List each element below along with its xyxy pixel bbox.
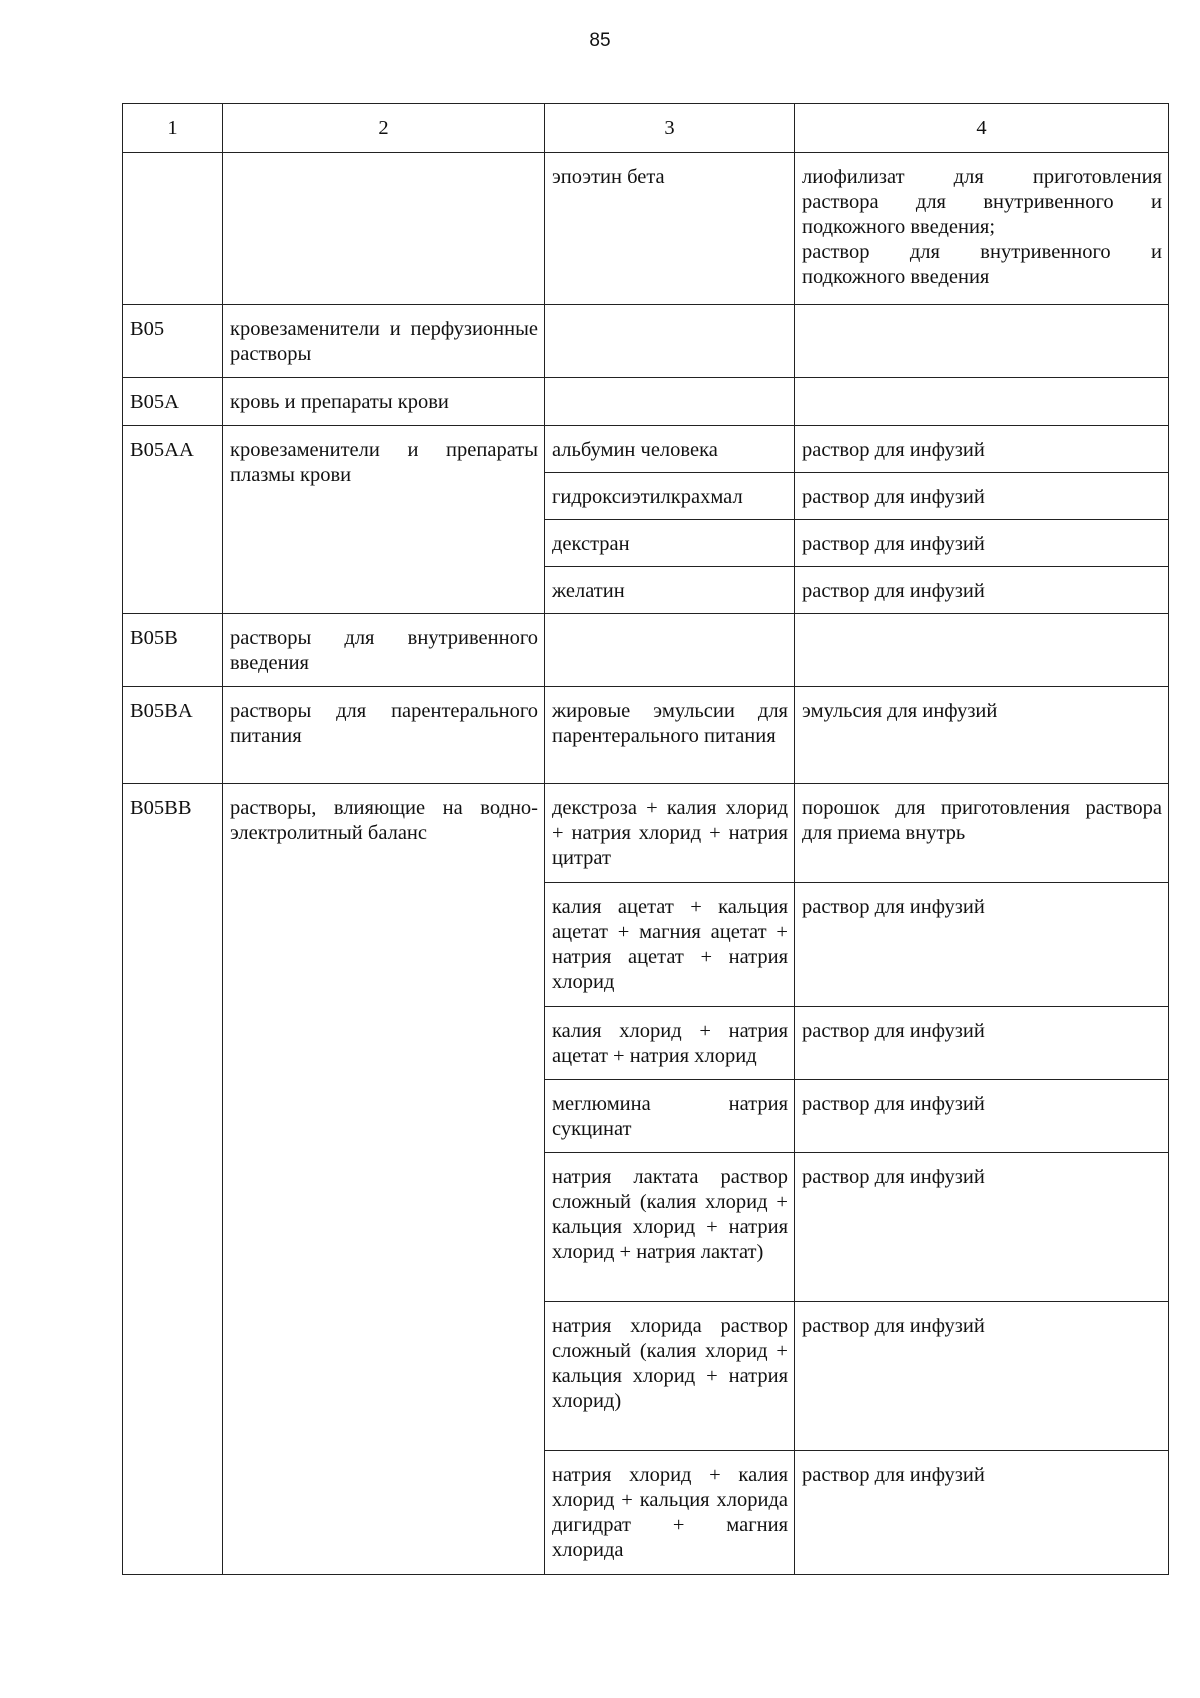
code-cell: B05BB [123, 784, 223, 1575]
column-header: 2 [223, 104, 545, 153]
group-cell: кровезаменители и препараты плазмы крови [223, 426, 545, 614]
form-line: подкожного введения; [802, 216, 996, 238]
form-cell: раствор для инфузий [795, 1153, 1169, 1302]
drug-cell: декстроза + калия хлорид + натрия хлорид + натрия цитрат [545, 784, 795, 883]
drug-cell: эпоэтин бета [545, 153, 795, 305]
form-line: раствор для внутривенного и [802, 241, 1162, 263]
drug-cell: жировые эмульсии для парентерального питания [545, 687, 795, 784]
table-row [123, 426, 1169, 473]
form-cell: раствор для инфузий [795, 1451, 1169, 1575]
column-header: 4 [795, 104, 1169, 153]
table-row [123, 305, 1169, 378]
drug-cell [545, 614, 795, 687]
table-row [123, 153, 1169, 305]
table-row [123, 687, 1169, 784]
form-cell: раствор для инфузий [795, 426, 1169, 473]
form-cell [795, 153, 1169, 305]
code-cell [123, 153, 223, 305]
group-cell [223, 153, 545, 305]
form-cell: раствор для инфузий [795, 567, 1169, 614]
table-row [123, 378, 1169, 426]
group-cell: растворы для парентерального питания [223, 687, 545, 784]
drug-table [122, 103, 1169, 1575]
table-row [123, 614, 1169, 687]
column-header: 3 [545, 104, 795, 153]
drug-cell: натрия хлорид + калия хлорид + кальция хлорида дигидрат + магния хлорида [545, 1451, 795, 1575]
table-row [123, 784, 1169, 883]
drug-cell: желатин [545, 567, 795, 614]
form-cell: раствор для инфузий [795, 1080, 1169, 1153]
column-header: 1 [123, 104, 223, 153]
form-cell: раствор для инфузий [795, 883, 1169, 1007]
table-header-row [123, 104, 1169, 153]
drug-cell: меглюмина натрия сукцинат [545, 1080, 795, 1153]
form-cell [795, 305, 1169, 378]
form-cell: раствор для инфузий [795, 1302, 1169, 1451]
form-cell: раствор для инфузий [795, 520, 1169, 567]
drug-cell: натрия хлорида раствор сложный (калия хлорид + кальция хлорид + натрия хлорид) [545, 1302, 795, 1451]
drug-cell: калия ацетат + кальция ацетат + магния ацетат + натрия ацетат + натрия хлорид [545, 883, 795, 1007]
form-line: лиофилизат для приготовления [802, 166, 1162, 188]
code-cell: B05B [123, 614, 223, 687]
form-cell: эмульсия для инфузий [795, 687, 1169, 784]
drug-cell: гидроксиэтилкрахмал [545, 473, 795, 520]
group-cell: кровь и препараты крови [223, 378, 545, 426]
form-line: раствора для внутривенного и [802, 191, 1162, 213]
code-cell: B05A [123, 378, 223, 426]
drug-cell: альбумин человека [545, 426, 795, 473]
group-cell: кровезаменители и перфузионные растворы [223, 305, 545, 378]
drug-cell: калия хлорид + натрия ацетат + натрия хлорид [545, 1007, 795, 1080]
form-line: подкожного введения [802, 266, 990, 288]
code-cell: B05AA [123, 426, 223, 614]
form-cell [795, 378, 1169, 426]
form-cell: порошок для приготовления раствора для приема внутрь [795, 784, 1169, 883]
group-cell: растворы, влияющие на водно-электролитный баланс [223, 784, 545, 1575]
form-cell [795, 614, 1169, 687]
drug-cell [545, 305, 795, 378]
form-cell: раствор для инфузий [795, 1007, 1169, 1080]
group-cell: растворы для внутривенного введения [223, 614, 545, 687]
code-cell: B05 [123, 305, 223, 378]
code-cell: B05BA [123, 687, 223, 784]
drug-cell [545, 378, 795, 426]
drug-cell: декстран [545, 520, 795, 567]
drug-cell: натрия лактата раствор сложный (калия хлорид + кальция хлорид + натрия хлорид + натрия лактат) [545, 1153, 795, 1302]
form-cell: раствор для инфузий [795, 473, 1169, 520]
page-number: 85 [589, 30, 611, 51]
